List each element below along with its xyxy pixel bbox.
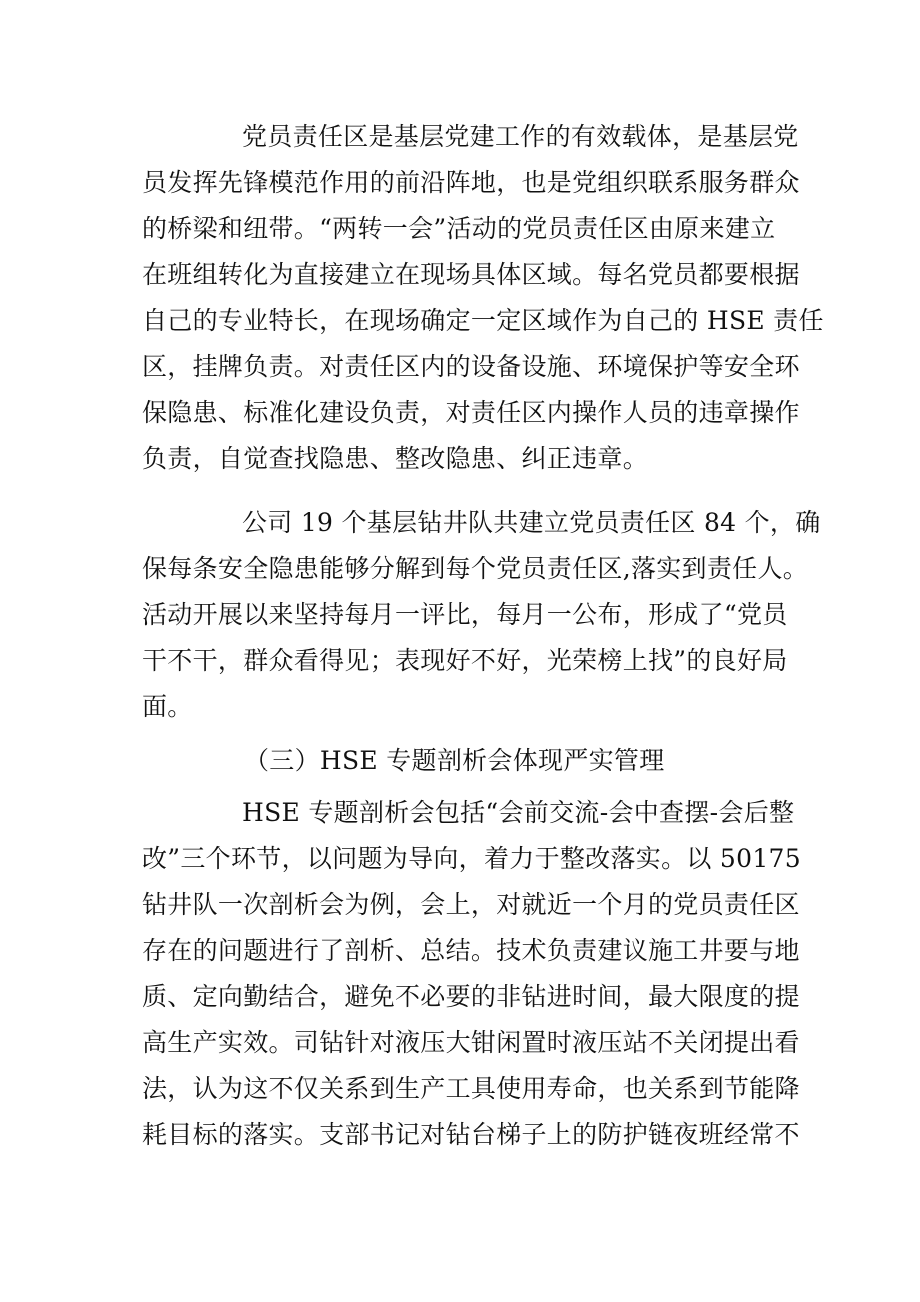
paragraph-3-line-6: 高生产实效。司钻针对液压大钳闲置时液压站不关闭提出看 (142, 1028, 800, 1057)
paragraph-1-line-1: 党员责任区是基层党建工作的有效载体，是基层党 (242, 122, 799, 151)
paragraph-1-line-6: 区，挂牌负责。对责任区内的设备设施、环境保护等安全环 (142, 352, 800, 381)
paragraph-3-line-8: 耗目标的落实。支部书记对钻台梯子上的防护链夜班经常不 (142, 1120, 800, 1149)
paragraph-3-line-4: 存在的问题进行了剖析、总结。技术负责建议施工井要与地 (142, 936, 800, 965)
paragraph-2-line-5: 面。 (142, 692, 193, 721)
paragraph-3-line-2: 改”三个环节，以问题为导向，着力于整改落实。以 50175 (142, 844, 801, 873)
paragraph-2-line-4: 干不干，群众看得见；表现好不好，光荣榜上找”的良好局 (142, 646, 788, 675)
paragraph-1-line-3: 的桥梁和纽带。“两转一会”活动的党员责任区由原来建立 (142, 214, 776, 243)
paragraph-3-line-5: 质、定向勤结合，避免不必要的非钻进时间，最大限度的提 (142, 982, 800, 1011)
paragraph-2-line-3: 活动开展以来坚持每月一评比，每月一公布，形成了“党员 (142, 600, 788, 629)
paragraph-1-line-8: 负责，自觉查找隐患、整改隐患、纠正违章。 (142, 444, 649, 473)
paragraph-3-line-3: 钻井队一次剖析会为例，会上，对就近一个月的党员责任区 (142, 890, 800, 919)
paragraph-3-line-1: HSE 专题剖析会包括“会前交流-会中查摆-会后整 (242, 798, 795, 827)
paragraph-1-line-4: 在班组转化为直接建立在现场具体区域。每名党员都要根据 (142, 260, 800, 289)
paragraph-2-line-2: 保每条安全隐患能够分解到每个党员责任区,落实到责任人。 (142, 554, 809, 583)
paragraph-1-line-5: 自己的专业特长，在现场确定一定区域作为自己的 HSE 责任 (142, 306, 824, 335)
paragraph-3-line-7: 法，认为这不仅关系到生产工具使用寿命，也关系到节能降 (142, 1074, 800, 1103)
paragraph-1-line-2: 员发挥先锋模范作用的前沿阵地，也是党组织联系服务群众 (142, 168, 800, 197)
paragraph-1-line-7: 保隐患、标准化建设负责，对责任区内操作人员的违章操作 (142, 398, 800, 427)
paragraph-2-line-1: 公司 19 个基层钻井队共建立党员责任区 84 个，确 (242, 508, 821, 537)
section-heading: （三）HSE 专题剖析会体现严实管理 (244, 746, 665, 775)
